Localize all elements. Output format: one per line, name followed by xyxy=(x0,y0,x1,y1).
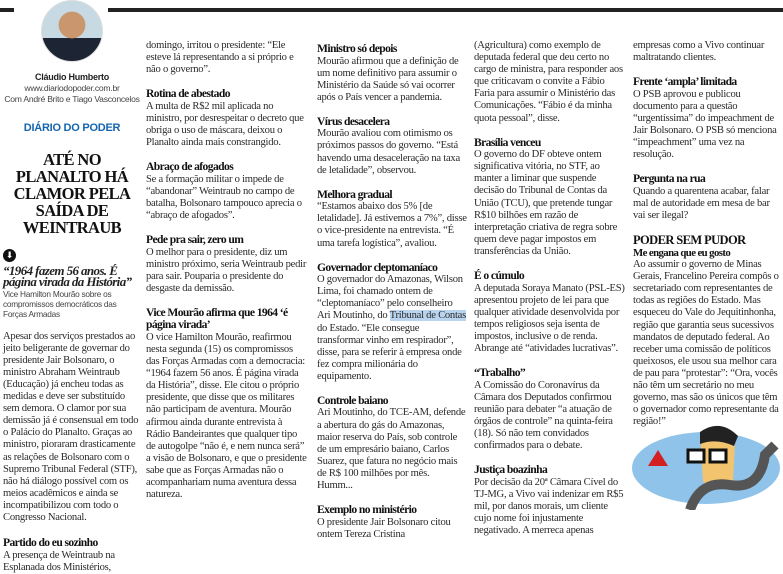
section-heading: Exemplo no ministério xyxy=(317,503,417,517)
section xyxy=(317,189,467,250)
brand-logo: DIÁRIO DO PODER xyxy=(23,122,121,135)
column-3 xyxy=(317,43,467,553)
lead-text: Apesar dos serviços prestados ao jeito beligerante de governar do presidente Jair Bolsonaro, o ministro Abraham Weintraub (Educação) já encheu todas as medidas e deve ser substituído sem demora. O clamor por sua demissão já é consensual em todo o Palácio do Planalto. Graças ao ministro, pioraram drasticamente as relações de Bolsonaro com o Supremo Tribunal Federal (STF), não há diálogo possível com os meios acadêmicos e ainda se incompatibilizou com todo o Congresso Nacional. xyxy=(3,330,139,523)
section xyxy=(317,116,467,177)
section-body: O PSB aprovou e publicou documento para a questão “urgentíssima” do impeachment de Jair Bolsonaro. O PSB só menciona “impeachment” uma vez na resolução. xyxy=(633,88,777,161)
author-name: Cláudio Humberto xyxy=(35,72,109,82)
quote-caption: Vice Hamilton Mourão sobre os compromissos democráticos das Forças Armadas xyxy=(3,289,117,319)
section xyxy=(633,76,783,161)
section-body: A multa de R$2 mil aplicada no ministro, por desrespeitar o decreto que obriga o uso de máscara, deixou o Planalto ainda mais constrangido. xyxy=(146,100,304,149)
section-body: Se a formação militar o impede de “abandonar” Weintraub no campo de batalha, Bolsonaro tampouco aprecia o “abraço de afogados”. xyxy=(146,173,302,221)
body-text: do Estado. “Ele consegue transformar vinho em respirador”, disse, para se referir à empresa onde fez compra milionária do equipamento. xyxy=(317,322,462,382)
section xyxy=(317,504,467,541)
section-heading: Abraço de afogados xyxy=(146,160,234,174)
section xyxy=(146,88,308,149)
continued-text: (Agricultura) como exemplo de deputada federal que deu certo no cargo de ministra, para responder aos que criticavam o convite a Fábio Faria para assumir o Ministério das Comunicações. “Fábio é da minha quota pessoal”, disse. xyxy=(474,40,623,124)
section-body: O governo do DF obteve ontem significativa vitória, no STF, ao manter a liminar que suspende decisão do Tribunal de Contas da União (TCU), que pretende tungar R$10 bilhões em razão de interpretação criativa de regra sobre quem deve pagar impostos em transferências da União. xyxy=(474,149,618,257)
section xyxy=(146,161,308,222)
continued-text: empresas como a Vivo continuar maltratando clientes. xyxy=(633,40,765,64)
section-heading: Governador cleptomaníaco xyxy=(317,260,438,274)
section-heading: Ministro só depois xyxy=(317,42,397,55)
section-heading: Brasília venceu xyxy=(474,135,541,149)
section-body: Mourão afirmou que a definição de um nome definitivo para assumir o Ministério da Saúde só vai ocorrer após o País vencer a pandemia. xyxy=(317,55,459,103)
section-body: O melhor para o presidente, diz um ministro próximo, seria Weintraub pedir para sair. Pouparia o presidente do desgaste da demissão. xyxy=(146,246,307,294)
pull-quote: “1964 fazem 56 anos. É página virada da História” xyxy=(3,263,132,290)
section-heading: Frente ‘ampla’ limitada xyxy=(633,75,737,89)
poder-sem-pudor xyxy=(633,234,783,428)
arrow-down-icon: ⬇ xyxy=(3,249,16,262)
section-body xyxy=(317,274,467,383)
section xyxy=(317,262,467,383)
section-heading: Controle baiano xyxy=(317,393,388,407)
top-rule xyxy=(108,8,783,12)
author-site[interactable]: www.diariodopoder.com.br xyxy=(24,83,120,94)
section xyxy=(317,395,467,492)
section xyxy=(146,307,308,501)
column-2 xyxy=(146,40,308,513)
body-text: O governador do Amazonas, Wilson Lima, foi chamado ontem de “cleptomaníaco” pelo conselheiro Ari Moutinho, do xyxy=(317,274,463,322)
section-heading: É o cúmulo xyxy=(474,269,525,282)
author-collab: Com André Brito e Tiago Vasconcelos xyxy=(4,94,140,105)
column-5 xyxy=(633,40,783,428)
section-body: Ari Moutinho, do TCE-AM, defende a abertura do gás do Amazonas, maior reserva do País, sob controle de um empresário baiano, Carlos Suarez, que fatura no negócio mais de R$ 100 milhões por mês. Humm... xyxy=(317,407,466,492)
section-body: O presidente Jair Bolsonaro citou ontem Tereza Cristina xyxy=(317,516,451,540)
section-heading: Pede pra sair, zero um xyxy=(146,233,244,247)
section-body: A presença de Weintraub na Esplanada dos Ministérios, xyxy=(3,549,115,573)
section-body: A Comissão do Coronavírus da Câmara dos Deputados confirmou reunião para debater “a atuação de órgãos de controle” na quinta-feira (18). Só não tem convidados confirmados para o debate. xyxy=(474,379,613,452)
section xyxy=(474,137,626,258)
section-heading: Vice Mourão afirma que 1964 ‘é página virada’ xyxy=(146,305,288,332)
section-heading: Justiça boazinha xyxy=(474,463,548,477)
section-heading: Partido do eu sozinho xyxy=(3,536,98,550)
glasses-left xyxy=(688,450,704,462)
glasses-right xyxy=(710,450,726,462)
headline: ATÉ NO PLANALTO HÁ CLAMOR PELA SAÍDA DE WEINTRAUB xyxy=(13,150,131,238)
highlighted-text[interactable]: Tribunal de Contas xyxy=(389,310,467,322)
section-body: O vice Hamilton Mourão, reafirmou nesta segunda (15) os compromissos das Forças Armadas com a democracia: “1964 fazem 56 anos. É página virada da História”, disse. Ele citou o próprio presidente, que disse que os militares não participam de aventura. Mourão afirmou ainda durante entrevista à Rádio Bandeirantes que qualquer tipo de autogolpe “não é, e nem nunca será” a visão de Bolsonaro, e que o presidente sabe que as Forças Armadas não o acompanhariam numa aventura dessa natureza. xyxy=(146,331,307,501)
column-1 xyxy=(3,0,141,574)
author-photo xyxy=(41,0,103,62)
section-heading: Me engana que eu gosto xyxy=(633,246,731,259)
section-body: “Estamos abaixo dos 5% [de letalidade]. Já estivemos a 7%”, disse o vice-presidente na entrevista. “É uma tarefa logística”, avaliou. xyxy=(317,201,467,249)
section-body: Quando a quarentena acabar, falar mal de autoridade em mesa de bar vai ser ilegal? xyxy=(633,185,770,221)
section-body: Por decisão da 20ª Câmara Cível do TJ-MG, a Vivo vai indenizar em R$5 mil, por danos morais, um cliente cujo nome foi injustamente negativado. A merreca apenas xyxy=(474,476,624,536)
section-heading: Pergunta na rua xyxy=(633,172,706,186)
section-heading: Rotina de abestado xyxy=(146,87,230,101)
section-title: PODER SEM PUDOR xyxy=(633,233,746,248)
section-heading: Vírus desacelera xyxy=(317,114,390,128)
column-4 xyxy=(474,40,626,549)
section-body: Ao assumir o governo de Minas Gerais, Francelino Pereira compôs o secretariado com representantes de todas as regiões do Estado. Mas esqueceu do Vale do Jequitinhonha, região que garantia seus sucessivos mandatos de deputado federal. Ao receber uma comissão de políticos queixosos, ele usou sua melhor cara de pau para “protestar”: “Ora, vocês não têm um secretário no meu governo, mas são os únicos que têm o governador como representante da região!” xyxy=(633,259,779,428)
section xyxy=(474,270,626,355)
section xyxy=(317,43,467,104)
section-body: Mourão avaliou com otimismo os próximos passos do governo. “Está havendo uma desaceleração na taxa de letalidade”, observou. xyxy=(317,128,460,176)
section-body: A deputada Soraya Manato (PSL-ES) apresentou projeto de lei para que qualquer atividade desenvolvida por tempos religiosos seja isenta de impostos, inclusive o de renda. Abrange até “atividades lucrativas”. xyxy=(474,282,625,354)
section-heading: “Trabalho” xyxy=(474,366,526,380)
section xyxy=(146,234,308,295)
section-heading: Melhora gradual xyxy=(317,187,393,201)
section xyxy=(3,537,141,574)
continued-text: domingo, irritou o presidente: “Ele esteve lá representando a si próprio e não o governo”. xyxy=(146,40,294,76)
cartoon-illustration xyxy=(630,420,782,510)
section xyxy=(633,173,783,222)
section xyxy=(474,464,626,537)
section xyxy=(474,367,626,452)
